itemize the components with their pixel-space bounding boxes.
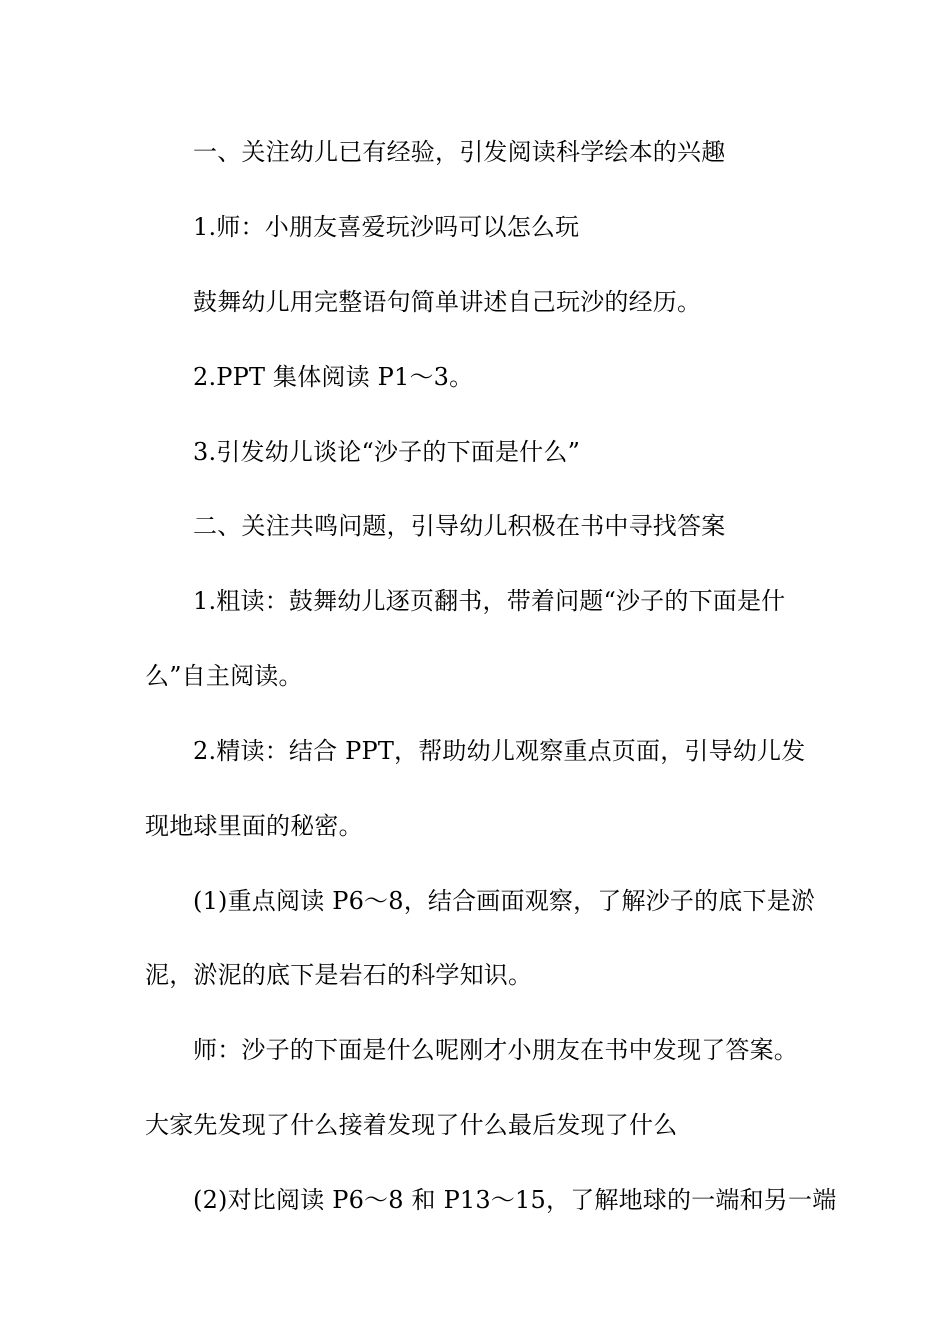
paragraph-line: 2.精读：结合 PPT，帮助幼儿观察重点页面，引导幼儿发 xyxy=(193,737,806,765)
paragraph-line: 2.PPT 集体阅读 P1～3。 xyxy=(193,363,474,391)
paragraph-line: 3.引发幼儿谈论“沙子的下面是什么” xyxy=(193,438,581,466)
paragraph-line: (1)重点阅读 P6～8，结合画面观察，了解沙子的底下是淤 xyxy=(193,887,816,915)
paragraph-line: 1.粗读：鼓舞幼儿逐页翻书，带着问题“沙子的下面是什 xyxy=(193,587,786,615)
paragraph-line: 师：沙子的下面是什么呢刚才小朋友在书中发现了答案。 xyxy=(193,1036,798,1064)
paragraph-line: 鼓舞幼儿用完整语句简单讲述自己玩沙的经历。 xyxy=(193,288,702,316)
paragraph-line: 现地球里面的秘密。 xyxy=(145,812,363,840)
paragraph-line: 1.师：小朋友喜爱玩沙吗可以怎么玩 xyxy=(193,213,580,241)
heading-section-1: 一、关注幼儿已有经验，引发阅读科学绘本的兴趣 xyxy=(193,138,726,166)
paragraph-line: 大家先发现了什么接着发现了什么最后发现了什么 xyxy=(145,1111,678,1139)
paragraph-line: 泥，淤泥的底下是岩石的科学知识。 xyxy=(145,961,533,989)
paragraph-line: (2)对比阅读 P6～8 和 P13～15，了解地球的一端和另一端 xyxy=(193,1186,837,1214)
paragraph-line: 么”自主阅读。 xyxy=(145,662,303,690)
heading-section-2: 二、关注共鸣问题，引导幼儿积极在书中寻找答案 xyxy=(193,512,726,540)
